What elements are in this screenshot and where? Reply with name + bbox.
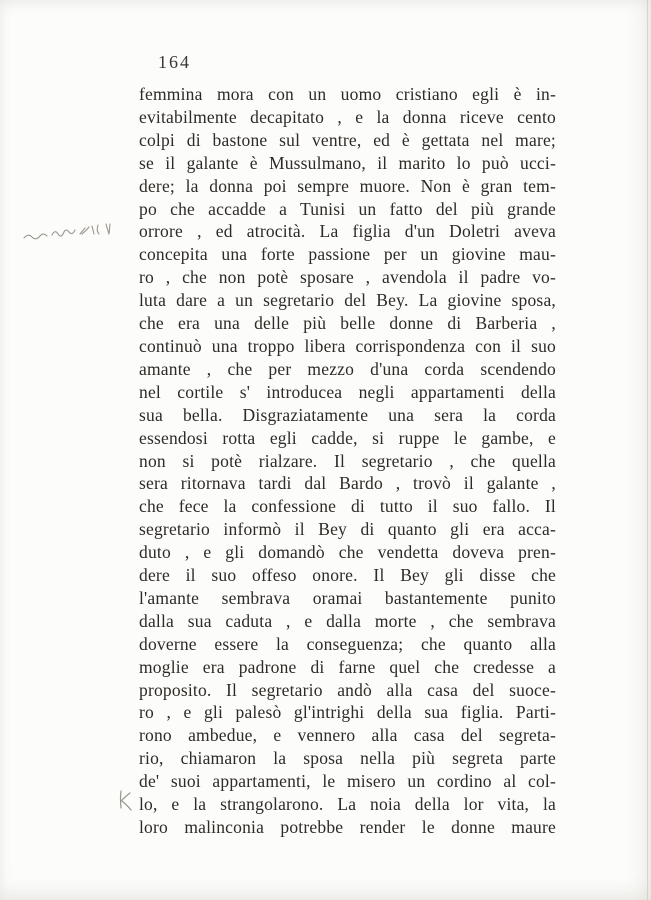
text-line: loro malinconia potrebbe render le donne maure <box>139 817 556 837</box>
text-line: che era una delle più belle donne di Barberia , <box>139 313 556 334</box>
text-line: se il galante è Mussulmano, il marito lo può ucci- <box>139 152 556 173</box>
text-line: dere il suo offeso onore. Il Bey gli disse che <box>139 565 556 586</box>
text-line: duto , e gli domandò che vendetta doveva pren- <box>139 542 556 563</box>
text-line: non si potè rialzare. Il segretario , che quella <box>139 450 556 471</box>
text-line: essendosi rotta egli cadde, si ruppe le gambe, e <box>139 427 556 448</box>
text-line: sera ritornava tardi dal Bardo , trovò il galante , <box>139 473 556 494</box>
text-line: colpi di bastone sul ventre, ed è gettata nel mare; <box>139 129 556 150</box>
text-line: continuò una troppo libera corrispondenza con il suo <box>139 335 556 356</box>
text-line: femmina mora con un uomo cristiano egli è in- <box>139 84 556 104</box>
text-line: nel cortile s' introducea negli appartamenti della <box>139 381 556 402</box>
text-line: sua bella. Disgraziatamente una sera la corda <box>139 404 556 425</box>
text-line: rio, chiamaron la sposa nella più segreta parte <box>139 748 556 769</box>
text-line: che fece la confessione di tutto il suo fallo. Il <box>139 496 556 517</box>
handwritten-pencil-mark-icon <box>116 788 138 814</box>
text-line: lo, e la strangolarono. La noia della lor vita, la <box>139 794 556 815</box>
text-line: segretario informò il Bey di quanto gli era acca- <box>139 519 556 540</box>
text-line: dalla sua caduta , e dalla morte , che sembrava <box>139 610 556 631</box>
text-line: l'amante sembrava oramai bastantemente punito <box>139 587 556 608</box>
body-text <box>139 83 556 839</box>
text-line: concepita una forte passione per un giovine mau- <box>139 244 556 265</box>
text-line: orrore , ed atrocità. La figlia d'un Doletri aveva <box>139 221 556 242</box>
text-line: rono ambedue, e vennero alla casa del segreta- <box>139 725 556 746</box>
text-line: luta dare a un segretario del Bey. La giovine sposa, <box>139 290 556 311</box>
handwritten-margin-mark-icon <box>22 222 118 248</box>
text-line: doverne essere la conseguenza; che quanto alla <box>139 633 556 654</box>
page-number: 164 <box>158 52 191 72</box>
text-line: dere; la donna poi sempre muore. Non è gran tem- <box>139 175 556 196</box>
text-line: moglie era padrone di farne quel che credesse a <box>139 656 556 677</box>
text-line: de' suoi appartamenti, le misero un cordino al col- <box>139 771 556 792</box>
text-line: evitabilmente decapitato , e la donna riceve cento <box>139 106 556 127</box>
text-line: proposito. Il segretario andò alla casa del suoce- <box>139 679 556 700</box>
text-line: po che accadde a Tunisi un fatto del più grande <box>139 198 556 219</box>
text-line: amante , che per mezzo d'una corda scendendo <box>139 358 556 379</box>
text-line: ro , e gli palesò gl'intrighi della sua figlia. Parti- <box>139 702 556 723</box>
text-line: ro , che non potè sposare , avendola il padre vo- <box>139 267 556 288</box>
